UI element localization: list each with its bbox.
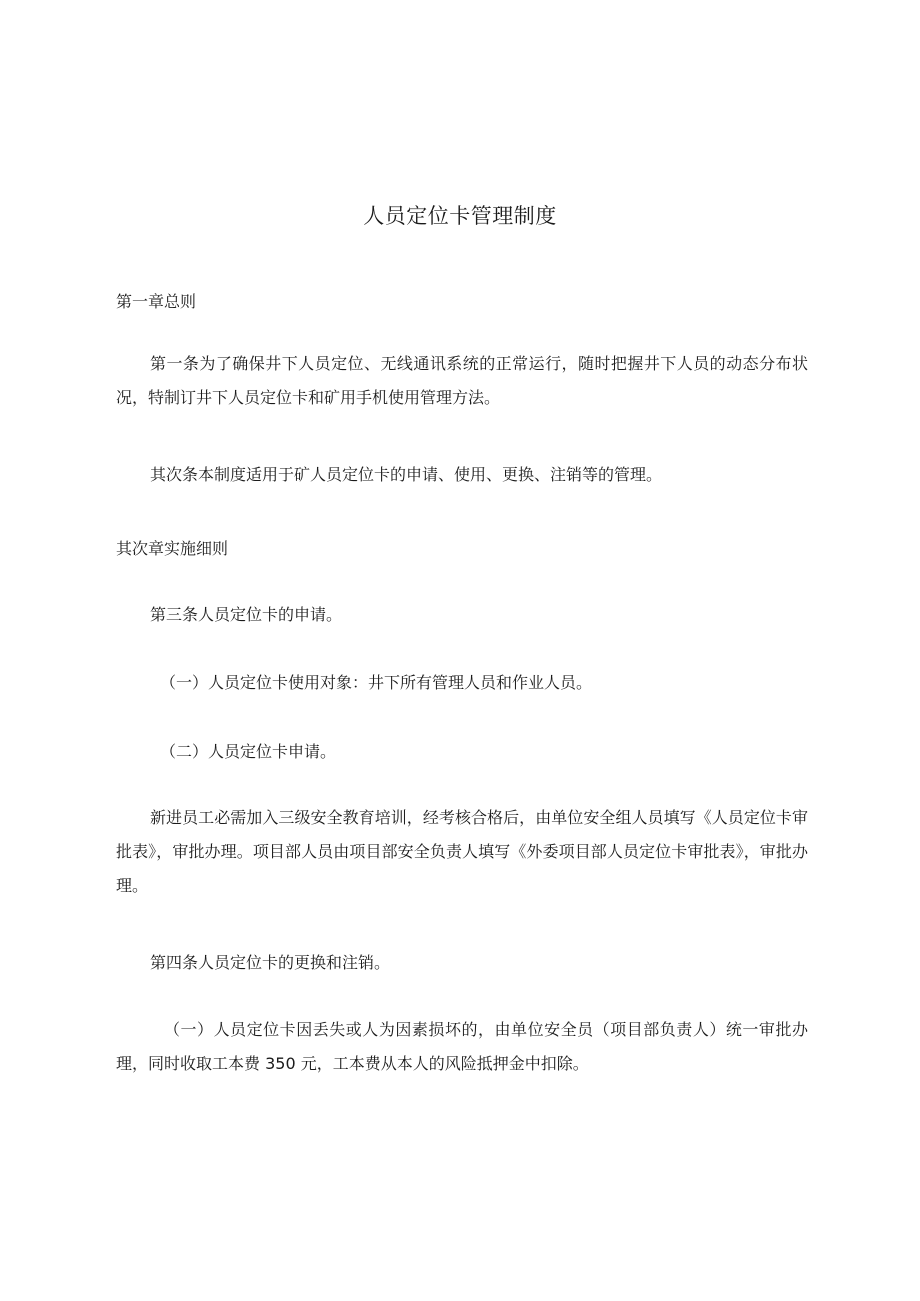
- article-3-paragraph: 第三条人员定位卡的申请。: [150, 605, 343, 624]
- document-title: 人员定位卡管理制度: [363, 204, 557, 228]
- article-4-item-1: （一）人员定位卡因丢失或人为因素损坏的，由单位安全员（项目部负责人）统一审批办理，同时收取工本费 350 元，工本费从本人的风险抵押金中扣除。: [116, 1020, 808, 1073]
- article-4-paragraph: 第四条人员定位卡的更换和注销。: [150, 953, 391, 972]
- article-3-detail-paragraph: 新进员工必需加入三级安全教育培训，经考核合格后，由单位安全组人员填写《人员定位卡审批表》，审批办理。项目部人员由项目部安全负责人填写《外委项目部人员定位卡审批表》，审批办理。: [116, 808, 808, 895]
- chapter-1-heading: 第一章总则: [116, 292, 197, 311]
- article-3-item-2: （二）人员定位卡申请。: [160, 742, 337, 761]
- article-1-paragraph: 第一条为了确保井下人员定位、无线通讯系统的正常运行，随时把握井下人员的动态分布状况，特制订井下人员定位卡和矿用手机使用管理方法。: [116, 354, 808, 407]
- article-2-paragraph: 其次条本制度适用于矿人员定位卡的申请、使用、更换、注销等的管理。: [150, 465, 663, 484]
- chapter-2-heading: 其次章实施细则: [116, 539, 229, 558]
- article-3-item-1: （一）人员定位卡使用对象：井下所有管理人员和作业人员。: [160, 673, 593, 692]
